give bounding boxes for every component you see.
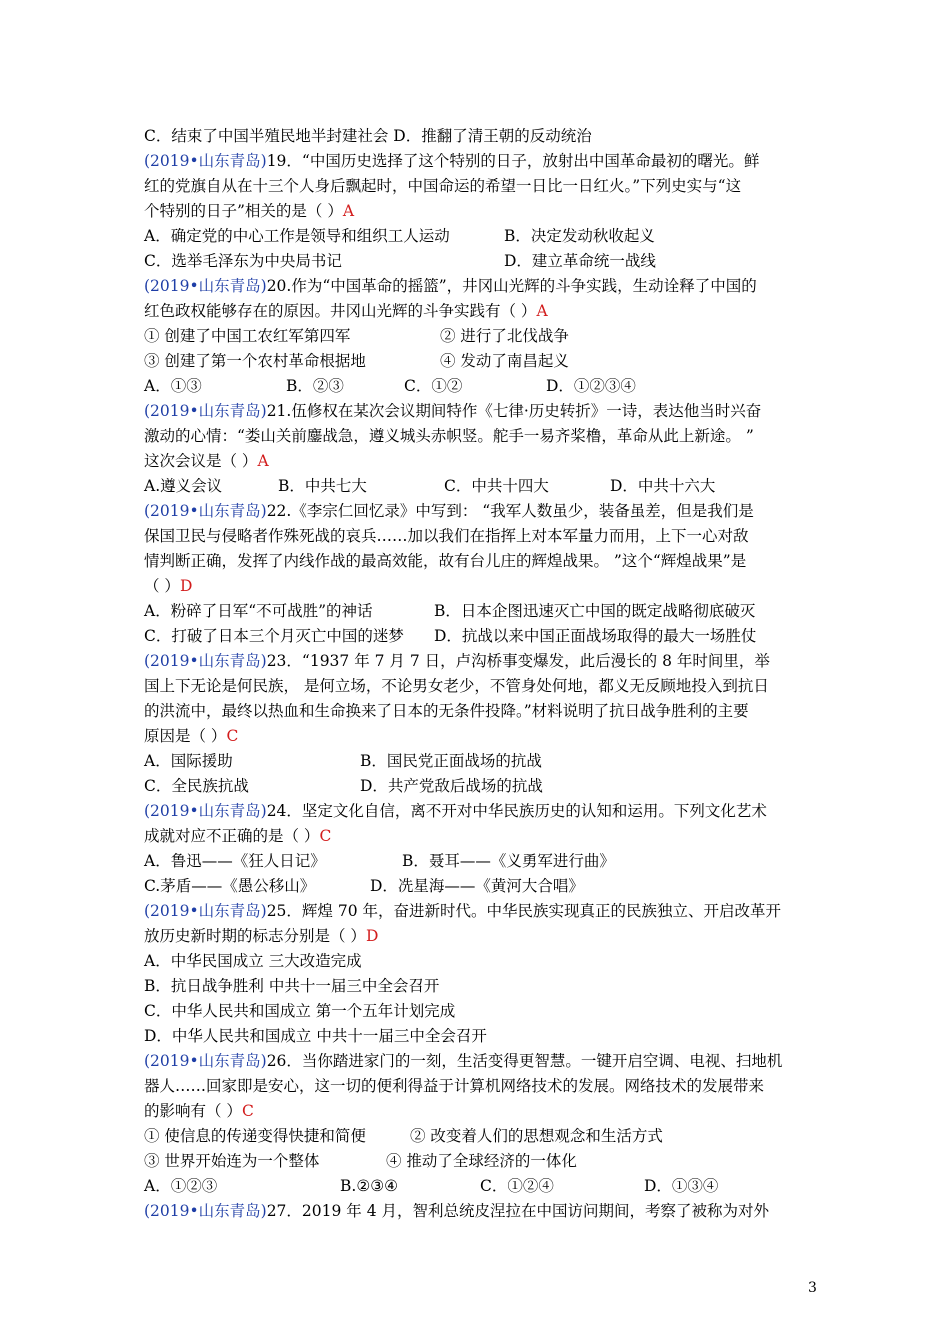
option-row: A.遵义会议 B．中共七大 C．中共十四大 D．中共十六大 — [144, 477, 716, 495]
option-row: A．粉碎了日军“不可战胜”的神话 B．日本企图迅速灭亡中国的既定战略彻底破灭 — [144, 602, 756, 620]
option-line: D．中华人民共和国成立 中共十一届三中全会召开 — [144, 1027, 487, 1045]
source-tag: (2019•山东青岛) — [144, 652, 267, 670]
question-text: 的影响有（ ）C — [144, 1102, 254, 1120]
question-27: (2019•山东青岛)27．2019 年 4 月，智利总统皮涅拉在中国访问期间，考察了被称为对外 — [144, 1202, 770, 1220]
page-number: 3 — [808, 1280, 817, 1296]
answer-label: C — [226, 727, 239, 745]
source-tag: (2019•山东青岛) — [144, 502, 267, 520]
question-text: 原因是（ ）C — [144, 727, 239, 745]
option-row: A．①③ B．②③ C．①② D．①②③④ — [144, 377, 636, 395]
option-row: A．国际援助 B．国民党正面战场的抗战 — [144, 752, 542, 770]
answer-label: D — [365, 927, 379, 945]
option-row: C．打破了日本三个月灭亡中国的迷梦 D．抗战以来中国正面战场取得的最大一场胜仗 — [144, 627, 757, 645]
question-text: 保国卫民与侵略者作殊死战的哀兵……加以我们在指挥上对本军量力而用，上下一心对敌 — [144, 527, 749, 545]
option-row: C.茅盾——《愚公移山》 D．冼星海——《黄河大合唱》 — [144, 877, 584, 895]
answer-label: A — [536, 302, 548, 320]
question-24: (2019•山东青岛)24．坚定文化自信，离不开对中华民族历史的认知和运用。下列文化艺术 — [144, 802, 767, 820]
question-21: (2019•山东青岛)21.伍修权在某次会议期间特作《七律·历史转折》一诗，表达他当时兴奋 — [144, 402, 762, 420]
question-23: (2019•山东青岛)23．“1937 年 7 月 7 日，卢沟桥事变爆发，此后漫长的 8 年时间里，举 — [144, 652, 770, 670]
item-row: ① 创建了中国工农红军第四军 ② 进行了北伐战争 — [144, 327, 569, 345]
question-26: (2019•山东青岛)26．当你踏进家门的一刻，生活变得更智慧。一键开启空调、电视、扫地机 — [144, 1052, 783, 1070]
answer-label: A — [257, 452, 269, 470]
item-row: ③ 世界开始连为一个整体 ④ 推动了全球经济的一体化 — [144, 1152, 577, 1170]
question-text: 国上下无论是何民族， 是何立场，不论男女老少，不管身处何地，都义无反顾地投入到抗日 — [144, 677, 769, 695]
question-22: (2019•山东青岛)22.《李宗仁回忆录》中写到： “我军人数虽少，装备虽差，但是我们是 — [144, 502, 754, 520]
question-text: 个特别的日子”相关的是（ ）A — [144, 202, 355, 220]
option-row: C．选举毛泽东为中央局书记 D．建立革命统一战线 — [144, 252, 656, 270]
question-text: （ ）D — [144, 577, 193, 595]
item-row: ③ 创建了第一个农村革命根据地 ④ 发动了南昌起义 — [144, 352, 569, 370]
question-text: 器人……回家即是安心，这一切的便利得益于计算机网络技术的发展。网络技术的发展带来 — [144, 1077, 765, 1095]
option-row: C．全民族抗战 D．共产党敌后战场的抗战 — [144, 777, 543, 795]
question-text: 激动的心情：“娄山关前鏖战急，遵义城头赤帜竖。舵手一易齐桨橹，革命从此上新途。 ” — [144, 427, 754, 445]
question-text: 情判断正确，发挥了内线作战的最高效能，故有台儿庄的辉煌战果。 ”这个“辉煌战果”是 — [144, 552, 747, 570]
option-row: A．①②③ B.②③④ C．①②④ D．①③④ — [144, 1177, 719, 1195]
option-row: A．确定党的中心工作是领导和组织工人运动 B．决定发动秋收起义 — [144, 227, 655, 245]
question-19: (2019•山东青岛)19．“中国历史选择了这个特别的日子，放射出中国革命最初的曙光。鲜 — [144, 152, 760, 170]
question-text: 的洪流中，最终以热血和生命换来了日本的无条件投降。”材料说明了抗日战争胜利的主要 — [144, 702, 749, 720]
question-text: 红的党旗自从在十三个人身后飘起时，中国命运的希望一日比一日红火。”下列史实与“这 — [144, 177, 742, 195]
answer-label: D — [179, 577, 193, 595]
question-text: 这次会议是（ ）A — [144, 452, 269, 470]
option-line: C．中华人民共和国成立 第一个五年计划完成 — [144, 1002, 456, 1020]
question-text: 成就对应不正确的是（ ）C — [144, 827, 332, 845]
question-text: 红色政权能够存在的原因。井冈山光辉的斗争实践有（ ）A — [144, 302, 548, 320]
source-tag: (2019•山东青岛) — [144, 1202, 267, 1220]
question-20: (2019•山东青岛)20.作为“中国革命的摇篮”，井冈山光辉的斗争实践，生动诠释了中国的 — [144, 277, 757, 295]
question-text: 放历史新时期的标志分别是（ ）D — [144, 927, 379, 945]
source-tag: (2019•山东青岛) — [144, 277, 267, 295]
source-tag: (2019•山东青岛) — [144, 1052, 267, 1070]
option-line: C．结束了中国半殖民地半封建社会 D．推翻了清王朝的反动统治 — [144, 127, 592, 145]
answer-label: C — [241, 1102, 254, 1120]
answer-label: C — [319, 827, 332, 845]
source-tag: (2019•山东青岛) — [144, 802, 267, 820]
answer-label: A — [342, 202, 355, 220]
option-row: A．鲁迅——《狂人日记》 B．聂耳——《义勇军进行曲》 — [144, 852, 615, 870]
source-tag: (2019•山东青岛) — [144, 902, 267, 920]
option-line: B．抗日战争胜利 中共十一届三中全会召开 — [144, 977, 440, 995]
source-tag: (2019•山东青岛) — [144, 402, 267, 420]
source-tag: (2019•山东青岛) — [144, 152, 267, 170]
question-25: (2019•山东青岛)25．辉煌 70 年，奋进新时代。中华民族实现真正的民族独立、开启改革开 — [144, 902, 781, 920]
item-row: ① 使信息的传递变得快捷和简便 ② 改变着人们的思想观念和生活方式 — [144, 1127, 663, 1145]
option-line: A．中华民国成立 三大改造完成 — [144, 952, 362, 970]
